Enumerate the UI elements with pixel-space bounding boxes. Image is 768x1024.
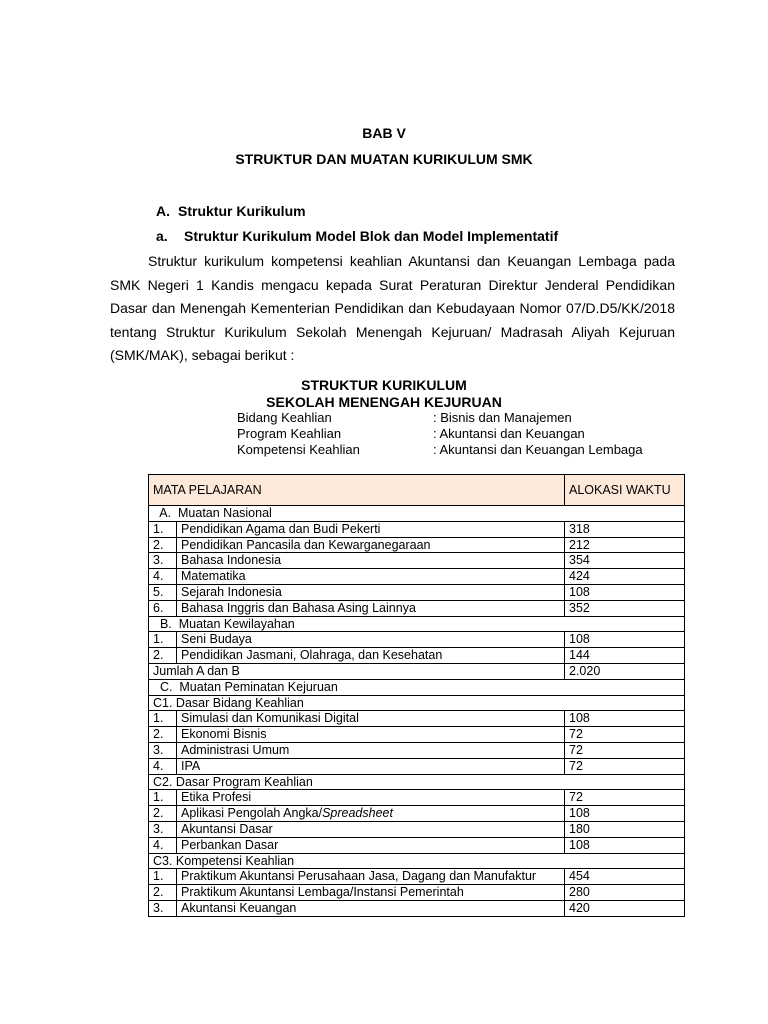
table-row bbox=[149, 790, 685, 806]
subject-cell bbox=[177, 521, 565, 537]
row-number-cell: 4. bbox=[149, 837, 177, 853]
table-section-row bbox=[149, 774, 685, 790]
table-row bbox=[149, 711, 685, 727]
chapter-title: STRUKTUR DAN MUATAN KURIKULUM SMK bbox=[235, 151, 533, 167]
table-section-row bbox=[149, 679, 685, 695]
table-row bbox=[149, 758, 685, 774]
total-value-cell: 2.020 bbox=[565, 663, 685, 679]
allocation-cell: 72 bbox=[565, 758, 685, 774]
subject-text: Etika Profesi bbox=[181, 790, 252, 805]
subject-cell bbox=[177, 885, 565, 901]
allocation-cell: 352 bbox=[565, 600, 685, 616]
curriculum-table bbox=[148, 474, 685, 917]
section-cell: C1. Dasar Bidang Keahlian bbox=[149, 695, 685, 711]
table-row bbox=[149, 584, 685, 600]
row-number-cell: 3. bbox=[149, 821, 177, 837]
structure-title-line1: STRUKTUR KURIKULUM bbox=[301, 377, 467, 393]
subject-text: Pendidikan Agama dan Budi Pekerti bbox=[181, 521, 381, 536]
subject-text: Pendidikan Jasmani, Olahraga, dan Kesehatan bbox=[181, 648, 443, 663]
row-number-cell: 2. bbox=[149, 648, 177, 664]
section-cell: A. Muatan Nasional bbox=[149, 506, 685, 522]
subject-text: Praktikum Akuntansi Perusahaan Jasa, Dagang dan Manufaktur bbox=[181, 869, 537, 884]
allocation-cell: 318 bbox=[565, 521, 685, 537]
subject-text: Simulasi dan Komunikasi Digital bbox=[181, 711, 359, 726]
section-heading-a bbox=[156, 203, 306, 219]
subject-text: Bahasa Indonesia bbox=[181, 553, 282, 568]
allocation-cell: 108 bbox=[565, 837, 685, 853]
subject-cell bbox=[177, 648, 565, 664]
section-cell: C. Muatan Peminatan Kejuruan bbox=[149, 679, 685, 695]
allocation-cell: 72 bbox=[565, 727, 685, 743]
subject-cell bbox=[177, 742, 565, 758]
subject-text: Sejarah Indonesia bbox=[181, 584, 282, 599]
section-cell: B. Muatan Kewilayahan bbox=[149, 616, 685, 632]
table-row bbox=[149, 648, 685, 664]
row-number-cell: 3. bbox=[149, 742, 177, 758]
subject-text: Ekonomi Bisnis bbox=[181, 727, 267, 742]
total-label-cell: Jumlah A dan B bbox=[149, 663, 565, 679]
table-row bbox=[149, 837, 685, 853]
metadata-row bbox=[237, 426, 585, 441]
subject-text: Praktikum Akuntansi Lembaga/Instansi Pemerintah bbox=[181, 885, 464, 900]
table-total-row bbox=[149, 663, 685, 679]
allocation-cell: 212 bbox=[565, 537, 685, 553]
allocation-cell: 108 bbox=[565, 632, 685, 648]
subject-text: IPA bbox=[181, 758, 201, 773]
row-number-cell: 5. bbox=[149, 584, 177, 600]
table-row bbox=[149, 806, 685, 822]
row-number-cell: 2. bbox=[149, 727, 177, 743]
row-number-cell: 1. bbox=[149, 521, 177, 537]
section-cell: C3. Kompetensi Keahlian bbox=[149, 853, 685, 869]
row-number-cell: 3. bbox=[149, 553, 177, 569]
chapter-label: BAB V bbox=[362, 125, 406, 141]
metadata-key: Kompetensi Keahlian bbox=[237, 442, 360, 457]
table-row bbox=[149, 600, 685, 616]
table-row bbox=[149, 521, 685, 537]
table-row bbox=[149, 869, 685, 885]
subject-text: Akuntansi Keuangan bbox=[181, 900, 297, 915]
table-row bbox=[149, 569, 685, 585]
table-header-row bbox=[149, 475, 685, 506]
subject-text: Seni Budaya bbox=[181, 632, 252, 647]
allocation-column-header: ALOKASI WAKTU bbox=[565, 475, 685, 506]
allocation-cell: 72 bbox=[565, 790, 685, 806]
table-row bbox=[149, 537, 685, 553]
table-section-row bbox=[149, 616, 685, 632]
metadata-row bbox=[237, 442, 643, 457]
table-row bbox=[149, 821, 685, 837]
subject-cell bbox=[177, 632, 565, 648]
allocation-cell: 108 bbox=[565, 806, 685, 822]
table-row bbox=[149, 885, 685, 901]
subsection-heading-a bbox=[156, 228, 558, 244]
row-number-cell: 4. bbox=[149, 569, 177, 585]
table-row bbox=[149, 727, 685, 743]
subject-text: Perbankan Dasar bbox=[181, 837, 279, 852]
subject-cell bbox=[177, 821, 565, 837]
subject-cell bbox=[177, 553, 565, 569]
row-number-cell: 1. bbox=[149, 869, 177, 885]
subject-cell bbox=[177, 711, 565, 727]
allocation-cell: 424 bbox=[565, 569, 685, 585]
row-number-cell: 4. bbox=[149, 758, 177, 774]
allocation-cell: 108 bbox=[565, 711, 685, 727]
table-section-row bbox=[149, 506, 685, 522]
allocation-cell: 354 bbox=[565, 553, 685, 569]
subject-text: Bahasa Inggris dan Bahasa Asing Lainnya bbox=[181, 600, 416, 615]
subject-cell bbox=[177, 790, 565, 806]
table-row bbox=[149, 632, 685, 648]
metadata-value: : Bisnis dan Manajemen bbox=[433, 410, 572, 425]
table-row bbox=[149, 742, 685, 758]
subject-cell bbox=[177, 869, 565, 885]
subject-text: Akuntansi Dasar bbox=[181, 821, 273, 836]
section-title: Struktur Kurikulum bbox=[178, 203, 306, 219]
subject-text: Pendidikan Pancasila dan Kewarganegaraan bbox=[181, 537, 431, 552]
allocation-cell: 280 bbox=[565, 885, 685, 901]
subsection-title: Struktur Kurikulum Model Blok dan Model Implementatif bbox=[184, 228, 559, 244]
allocation-cell: 420 bbox=[565, 900, 685, 916]
structure-title-line2: SEKOLAH MENENGAH KEJURUAN bbox=[266, 394, 502, 410]
subject-cell bbox=[177, 806, 565, 822]
row-number-cell: 1. bbox=[149, 632, 177, 648]
subject-cell bbox=[177, 900, 565, 916]
subject-text: Administrasi Umum bbox=[181, 742, 290, 757]
table-row bbox=[149, 553, 685, 569]
subject-text: Matematika bbox=[181, 569, 246, 584]
row-number-cell: 3. bbox=[149, 900, 177, 916]
body-paragraph: Struktur kurikulum kompetensi keahlian Akuntansi dan Keuangan Lembaga pada SMK Negeri 1 Kandis mengacu kepada Surat Peraturan Direktur Jenderal Pendidikan Dasar dan Menengah Kementerian Pendidikan dan Kebudayaan Nomor 07/D.D5/KK/2018 tentang Struktur Kurikulum Sekolah Menengah Kejuruan/ Madrasah Aliyah Kejuruan (SMK/MAK), sebagai berikut : bbox=[110, 253, 675, 363]
row-number-cell: 6. bbox=[149, 600, 177, 616]
row-number-cell: 2. bbox=[149, 806, 177, 822]
subject-cell bbox=[177, 537, 565, 553]
row-number-cell: 2. bbox=[149, 537, 177, 553]
row-number-cell: 1. bbox=[149, 790, 177, 806]
allocation-cell: 144 bbox=[565, 648, 685, 664]
subject-cell bbox=[177, 584, 565, 600]
metadata-value: : Akuntansi dan Keuangan Lembaga bbox=[433, 442, 643, 457]
allocation-cell: 108 bbox=[565, 584, 685, 600]
row-number-cell: 1. bbox=[149, 711, 177, 727]
subject-italic-text: Spreadsheet bbox=[322, 806, 393, 821]
subject-text: Aplikasi Pengolah Angka/ bbox=[181, 806, 323, 821]
subject-cell bbox=[177, 758, 565, 774]
metadata-row bbox=[237, 410, 572, 425]
table-section-row bbox=[149, 695, 685, 711]
table-row bbox=[149, 900, 685, 916]
subject-cell bbox=[177, 727, 565, 743]
metadata-key: Program Keahlian bbox=[237, 426, 342, 441]
subject-column-header: MATA PELAJARAN bbox=[149, 475, 565, 506]
subject-cell bbox=[177, 569, 565, 585]
subject-cell bbox=[177, 837, 565, 853]
allocation-cell: 72 bbox=[565, 742, 685, 758]
subsection-label: a. bbox=[156, 228, 168, 244]
section-label: A. bbox=[156, 203, 170, 219]
row-number-cell: 2. bbox=[149, 885, 177, 901]
section-cell: C2. Dasar Program Keahlian bbox=[149, 774, 685, 790]
allocation-cell: 454 bbox=[565, 869, 685, 885]
allocation-cell: 180 bbox=[565, 821, 685, 837]
table-section-row bbox=[149, 853, 685, 869]
metadata-key: Bidang Keahlian bbox=[237, 410, 332, 425]
metadata-value: : Akuntansi dan Keuangan bbox=[433, 426, 585, 441]
subject-cell bbox=[177, 600, 565, 616]
